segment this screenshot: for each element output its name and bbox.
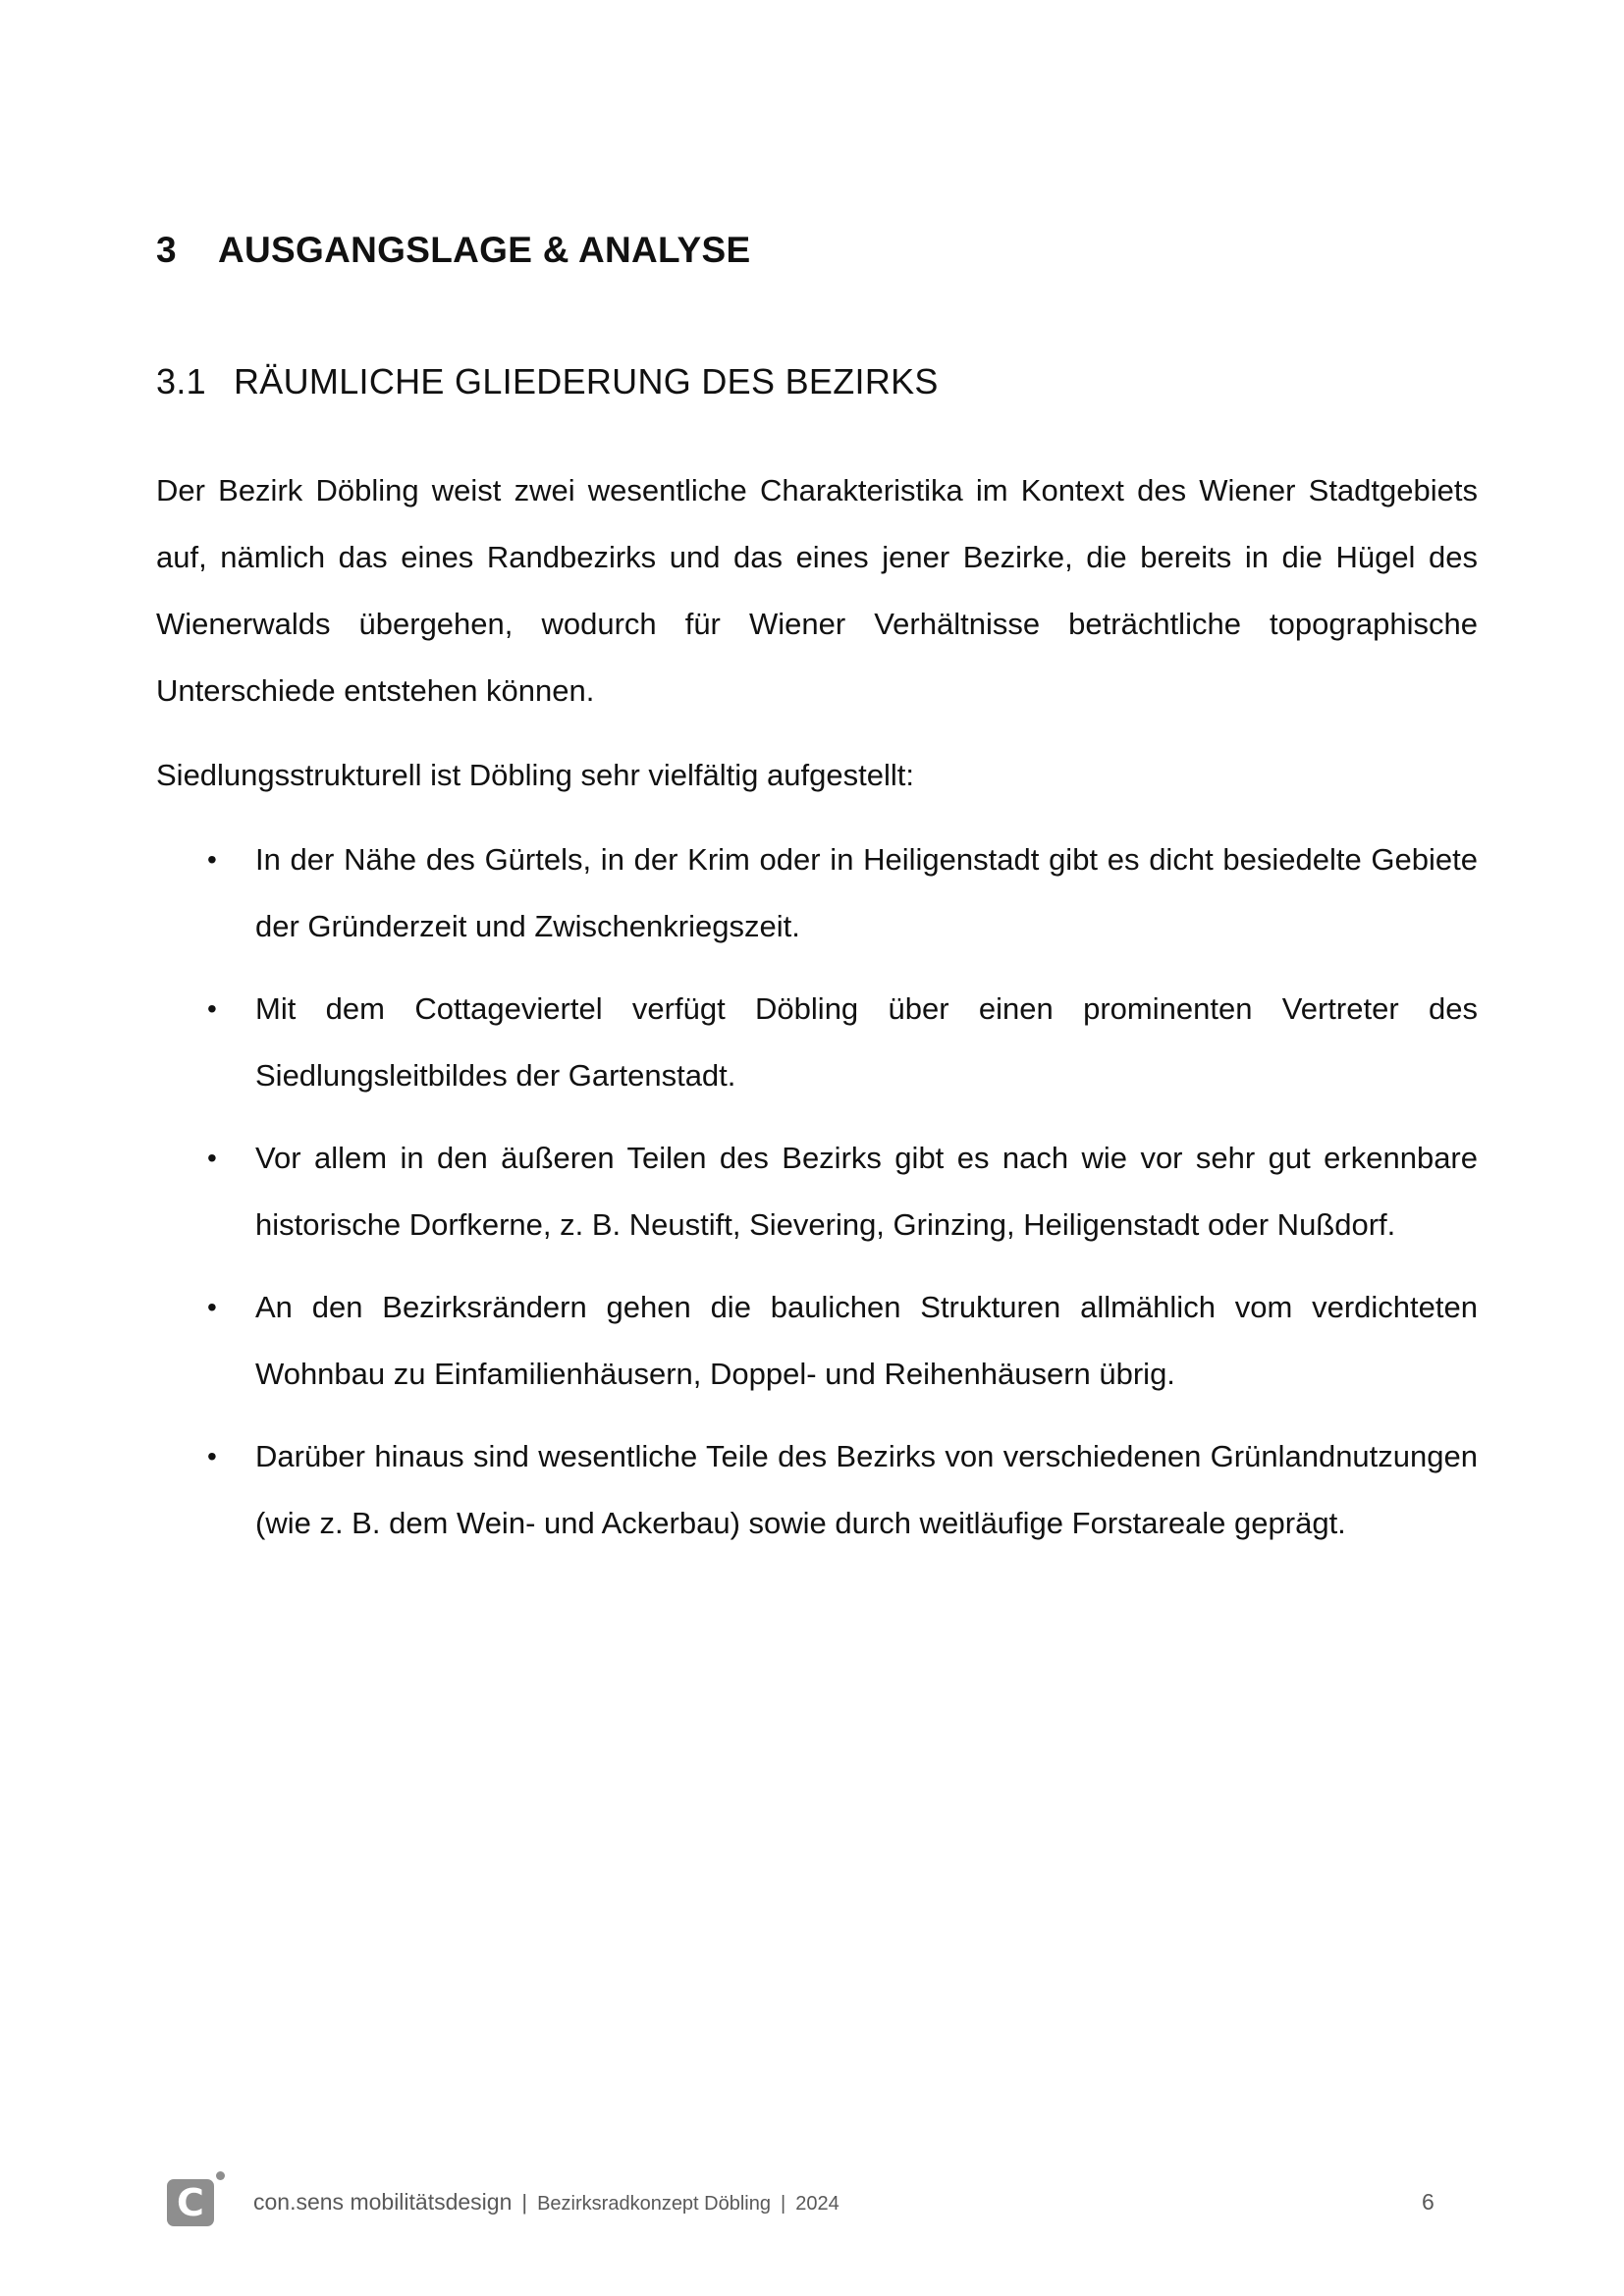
chapter-title: AUSGANGSLAGE & ANALYSE (218, 230, 751, 270)
footer-project: Bezirksradkonzept Döbling (537, 2193, 771, 2215)
bullet-icon: • (207, 1143, 217, 1173)
bullet-icon: • (207, 1441, 217, 1471)
logo-dot-icon (216, 2171, 225, 2180)
company-logo-icon: C (167, 2179, 214, 2226)
list-item (156, 1274, 1478, 1408)
footer-separator: | (521, 2190, 528, 2215)
page-number: 6 (1422, 2189, 1435, 2215)
list-item-text: Darüber hinaus sind wesentliche Teile des Bezirks von verschiedenen Grünlandnutzungen (wie z. B. dem Wein- und Ackerbau) sowie durch weitläufige Forstareale geprägt. (255, 1439, 1478, 1540)
list-item (156, 976, 1478, 1109)
section-number: 3.1 (156, 361, 206, 401)
list-item-text: Vor allem in den äußeren Teilen des Bezirks gibt es nach wie vor sehr gut erkennbare historische Dorfkerne, z. B. Neustift, Sievering, Grinzing, Heiligenstadt oder Nußdorf. (255, 1141, 1478, 1242)
footer-separator: | (781, 2193, 786, 2215)
settlement-paragraph: Siedlungsstrukturell ist Döbling sehr vielfältig aufgestellt: (156, 758, 914, 792)
bullet-icon: • (207, 1292, 217, 1322)
list-item (156, 1125, 1478, 1258)
list-item (156, 1423, 1478, 1557)
list-item-text: In der Nähe des Gürtels, in der Krim oder in Heiligenstadt gibt es dicht besiedelte Gebiete der Gründerzeit und Zwischenkriegszeit. (255, 842, 1478, 943)
page-footer (167, 2171, 1443, 2230)
list-item (156, 827, 1478, 960)
settlement-list (156, 827, 1478, 1573)
bullet-icon: • (207, 844, 217, 875)
chapter-number: 3 (156, 230, 177, 270)
list-item-text: Mit dem Cottageviertel verfügt Döbling über einen prominenten Vertreter des Siedlungsleitbildes der Gartenstadt. (255, 991, 1478, 1093)
chapter-heading (156, 230, 751, 271)
footer-company: con.sens mobilitätsdesign (253, 2189, 513, 2215)
intro-paragraph: Der Bezirk Döbling weist zwei wesentliche Charakteristika im Kontext des Wiener Stadtgebiets auf, nämlich das eines Randbezirks und das eines jener Bezirke, die bereits in die Hügel des Wienerwalds übergehen, wodurch für Wiener Verhältnisse beträchtliche topographische Unterschiede entstehen können. (156, 473, 1478, 708)
footer-year: 2024 (795, 2193, 839, 2215)
footer-caption (253, 2189, 839, 2216)
list-item-text: An den Bezirksrändern gehen die baulichen Strukturen allmählich vom verdichteten Wohnbau zu Einfamilienhäusern, Doppel- und Reihenhäusern übrig. (255, 1290, 1478, 1391)
section-title: RÄUMLICHE GLIEDERUNG DES BEZIRKS (234, 361, 939, 401)
bullet-icon: • (207, 993, 217, 1024)
section-heading (156, 361, 939, 402)
